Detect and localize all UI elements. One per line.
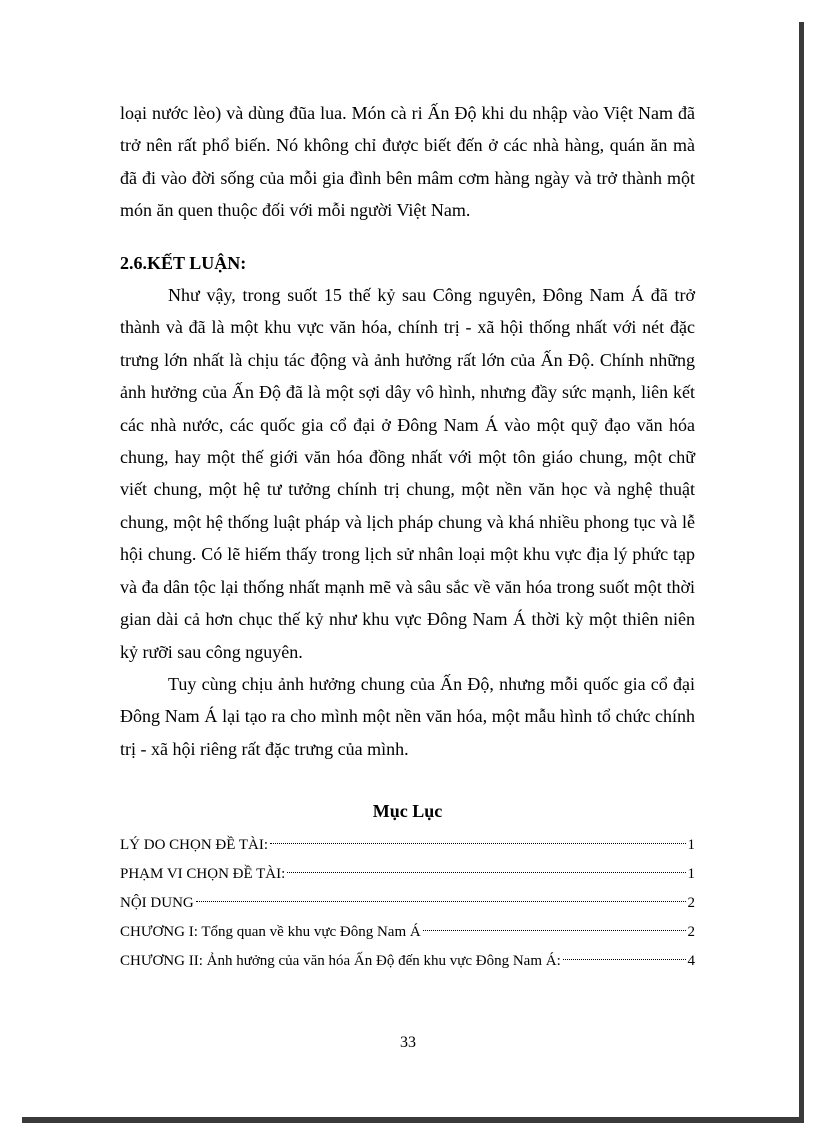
toc-entry[interactable] (120, 947, 695, 976)
document-body (120, 97, 695, 976)
toc-entry-page: 2 (687, 924, 695, 941)
table-of-contents (120, 831, 695, 976)
toc-entry-label: LÝ DO CHỌN ĐỀ TÀI: (120, 837, 269, 854)
toc-leader-dots (270, 842, 685, 844)
toc-leader-dots (423, 929, 686, 931)
toc-entry[interactable] (120, 860, 695, 889)
toc-entry-label: NỘI DUNG (120, 895, 194, 912)
page-number: 33 (400, 1034, 416, 1051)
toc-leader-dots (287, 871, 685, 873)
toc-entry[interactable] (120, 831, 695, 860)
toc-title: Mục Lục (372, 801, 443, 822)
intro-paragraph: loại nước lèo) và dùng đũa lua. Món cà ri Ấn Độ khi du nhập vào Việt Nam đã trở nên rất phổ biến. Nó không chỉ được biết đến ở các nhà hàng, quán ăn mà đã đi vào đời sống của mỗi gia đình bên mâm cơm hàng ngày và trở thành một món ăn quen thuộc đối với mỗi người Việt Nam. (120, 103, 695, 221)
toc-leader-dots (563, 958, 686, 960)
toc-entry-label: CHƯƠNG I: Tổng quan về khu vực Đông Nam Á (120, 924, 421, 941)
toc-entry[interactable] (120, 889, 695, 918)
toc-entry-label: PHẠM VI CHỌN ĐỀ TÀI: (120, 866, 286, 883)
toc-entry-page: 1 (687, 837, 695, 854)
page-shadow-right (799, 22, 804, 1123)
section-heading: 2.6.KẾT LUẬN: (120, 252, 247, 273)
toc-leader-dots (196, 900, 686, 902)
toc-entry[interactable] (120, 918, 695, 947)
toc-entry-page: 1 (687, 866, 695, 883)
toc-entry-page: 4 (687, 953, 695, 970)
page-shadow-bottom (22, 1117, 804, 1123)
toc-entry-page: 2 (687, 895, 695, 912)
conclusion-paragraph-1: Như vậy, trong suốt 15 thế kỷ sau Công nguyên, Đông Nam Á đã trở thành và đã là một khu vực văn hóa, chính trị - xã hội thống nhất với nét đặc trưng lớn nhất là chịu tác động và ảnh hưởng rất lớn của Ấn Độ. Chính những ảnh hưởng của Ấn Độ đã là một sợi dây vô hình, nhưng đầy sức mạnh, liên kết các nhà nước, các quốc gia cổ đại ở Đông Nam Á vào một quỹ đạo văn hóa chung, hay một thế giới văn hóa đồng nhất với một tôn giáo chung, một chữ viết chung, một hệ tư tưởng chính trị chung, một nền văn học và nghệ thuật chung, một hệ thống luật pháp và lịch pháp chung và khá nhiều phong tục và lễ hội chung. Có lẽ hiếm thấy trong lịch sử nhân loại một khu vực địa lý phức tạp và đa dân tộc lại thống nhất mạnh mẽ và sâu sắc về văn hóa trong suốt một thời gian dài cả hơn chục thế kỷ như khu vực Đông Nam Á thời kỳ một thiên niên kỷ rưỡi sau công nguyên. (120, 285, 695, 662)
conclusion-paragraph-2: Tuy cùng chịu ảnh hưởng chung của Ấn Độ, nhưng mỗi quốc gia cổ đại Đông Nam Á lại tạo ra cho mình một nền văn hóa, một mẫu hình tổ chức chính trị - xã hội riêng rất đặc trưng của mình. (120, 673, 695, 759)
toc-entry-label: CHƯƠNG II: Ảnh hưởng của văn hóa Ấn Độ đến khu vực Đông Nam Á: (120, 953, 561, 970)
